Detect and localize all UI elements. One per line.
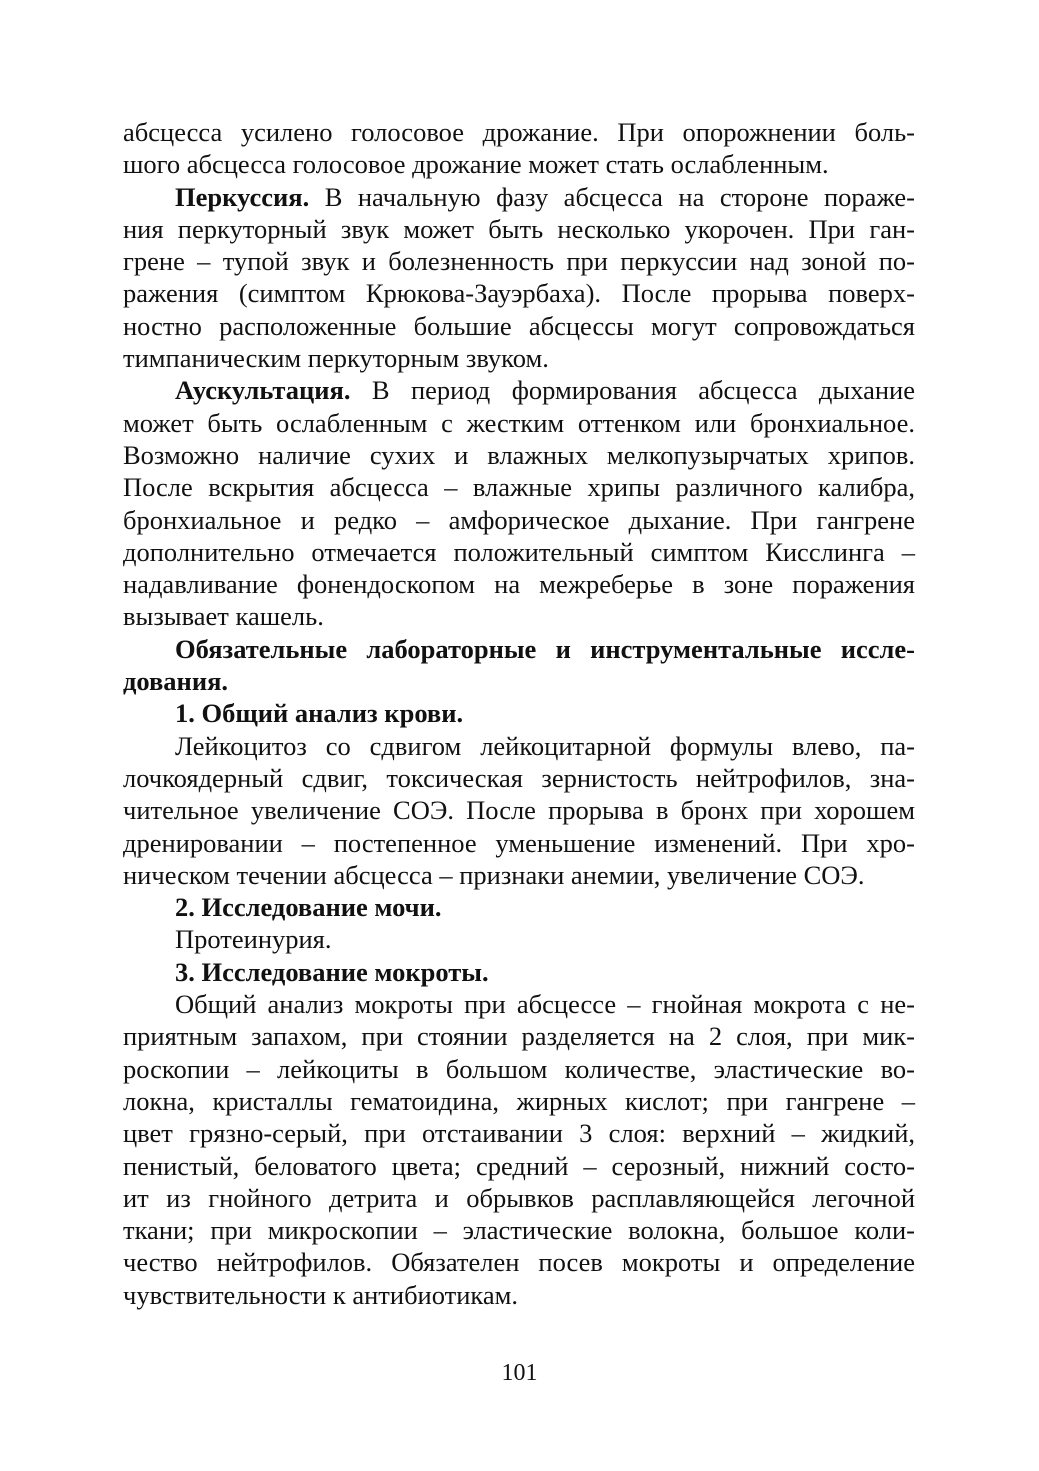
percussion-heading: Перкуссия. [175, 181, 310, 212]
text-line: дополнительно отмечается положительный симптом Кисслинга – [123, 536, 915, 567]
text-line: бронхиальное и редко – амфорическое дыхание. При гангрене [123, 504, 915, 535]
text-line: Протеинурия. [175, 924, 332, 955]
text-line: Общий анализ мокроты при абсцессе – гнойная мокрота с не- [175, 989, 915, 1020]
text-line: ит из гнойного детрита и обрывков расплавляющейся легочной [123, 1182, 915, 1213]
subheading-sputum-test: 3. Исследование мокроты. [175, 956, 489, 987]
text-line: ническом течении абсцесса – признаки анемии, увеличение СОЭ. [123, 859, 865, 890]
text-line: надавливание фонендоскопом на межреберье в зоне поражения [123, 569, 915, 600]
text-line: чество нейтрофилов. Обязателен посев мокроты и определение [123, 1247, 915, 1278]
percussion-first-line [123, 181, 915, 213]
page-number: 101 [501, 1360, 538, 1386]
text-line: роскопии – лейкоциты в большом количестве, эластические во- [123, 1053, 915, 1084]
text-line: пенистый, беловатого цвета; средний – серозный, нижний состо- [123, 1150, 915, 1181]
subheading-blood-test: 1. Общий анализ крови. [175, 698, 464, 729]
text-line: абсцесса усилено голосовое дрожание. При опорожнении боль- [123, 117, 915, 147]
text-line: шого абсцесса голосовое дрожание может стать ослабленным. [123, 149, 829, 180]
text-line: чительное увеличение СОЭ. После прорыва в бронх при хорошем [123, 795, 915, 826]
text-line: локна, кристаллы гематоидина, жирных кислот; при гангрене – [123, 1085, 915, 1116]
text-line: дренировании – постепенное уменьшение изменений. При хро- [123, 827, 915, 858]
section-heading-cont: дования. [123, 666, 229, 697]
text-line: чувствительности к антибиотикам. [123, 1279, 519, 1310]
text-line: лочкоядерный сдвиг, токсическая зернистость нейтрофилов, зна- [123, 762, 915, 793]
section-heading: Обязательные лабораторные и инструментальные иссле- [175, 633, 915, 664]
auscultation-first-line [123, 374, 915, 406]
text-line: вызывает кашель. [123, 601, 324, 632]
page-body [123, 116, 915, 1311]
text-line: ражения (симптом Крюкова-Зауэрбаха). После прорыва поверх- [123, 278, 915, 309]
text-line: приятным запахом, при стоянии разделяется на 2 слоя, при мик- [123, 1021, 915, 1052]
subheading-urine-test: 2. Исследование мочи. [175, 892, 442, 923]
text-fragment: В начальную фазу абсцесса на стороне пораже- [309, 181, 915, 212]
text-line: может быть ослабленным с жестким оттенком или бронхиальное. [123, 407, 915, 438]
text-line: ностно расположенные большие абсцессы могут сопровождаться [123, 310, 915, 341]
text-line: тимпаническим перкуторным звуком. [123, 343, 549, 374]
text-line: После вскрытия абсцесса – влажные хрипы различного калибра, [123, 472, 915, 503]
text-line: грене – тупой звук и болезненность при перкуссии над зоной по- [123, 246, 915, 277]
text-fragment: В период формирования абсцесса дыхание [350, 375, 915, 406]
text-line: цвет грязно-серый, при отстаивании 3 слоя: верхний – жидкий, [123, 1118, 915, 1149]
auscultation-heading: Аускультация. [175, 375, 351, 406]
text-line: Лейкоцитоз со сдвигом лейкоцитарной формулы влево, па- [175, 730, 915, 761]
text-line: ткани; при микроскопии – эластические волокна, большое коли- [123, 1215, 915, 1246]
text-line: Возможно наличие сухих и влажных мелкопузырчатых хрипов. [123, 439, 915, 470]
text-line: ния перкуторный звук может быть несколько укорочен. При ган- [123, 213, 915, 244]
